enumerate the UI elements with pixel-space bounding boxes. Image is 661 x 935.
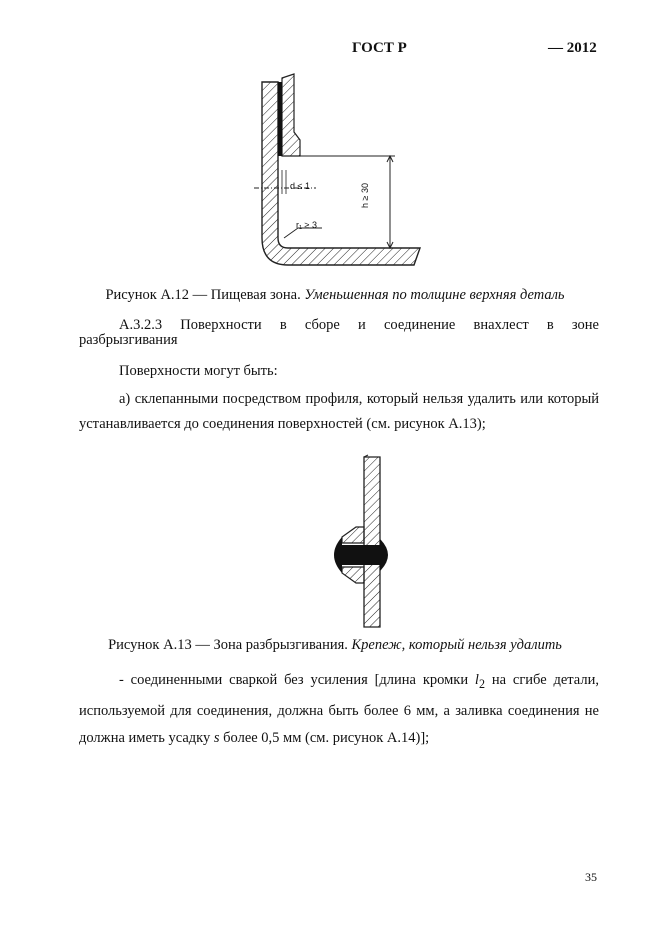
symbol-l-subscript: 2 [478, 676, 485, 691]
figure-a13-drawing [312, 455, 412, 630]
symbol-s: s [213, 729, 220, 746]
dimension-d-label: d ≤ 1 [290, 181, 310, 191]
dimension-h-label: h ≥ 30 [360, 183, 370, 208]
section-heading-line1: А.3.2.3 Поверхности в сборе и соединение внахлест в зоне [119, 317, 599, 333]
section-heading-line2: разбрызгивания [79, 332, 178, 348]
symbol-l: l [474, 672, 479, 688]
header-standard: ГОСТ Р [352, 40, 407, 56]
figure-a12-caption: Рисунок А.12 — Пищевая зона. Уменьшенная по толщине верхняя деталь [105, 287, 565, 303]
section-intro: Поверхности могут быть: [119, 363, 278, 379]
dimension-r-label: r₁ ≥ 3 [296, 220, 317, 230]
figure-a13-caption: Рисунок А.13 — Зона разбрызгивания. Крепеж, который нельзя удалить [108, 637, 562, 653]
figure-a12-drawing [240, 70, 430, 275]
page-number: 35 [585, 870, 597, 884]
section-item-a: а) склепанными посредством профиля, который нельзя удалить или который устанавливается до соединения поверхностей (см. рисунок А.13); [79, 391, 599, 432]
bullet-paragraph: - соединенными сваркой без усиления [длина кромки $l_2$ на сгибе детали, используемой для соединения, должна быть более 6 мм, а заливка соединения не должна иметь усадку s более 0,5 мм (см. рисунок А.14)]; [79, 672, 599, 746]
header-year: — 2012 [548, 40, 597, 56]
